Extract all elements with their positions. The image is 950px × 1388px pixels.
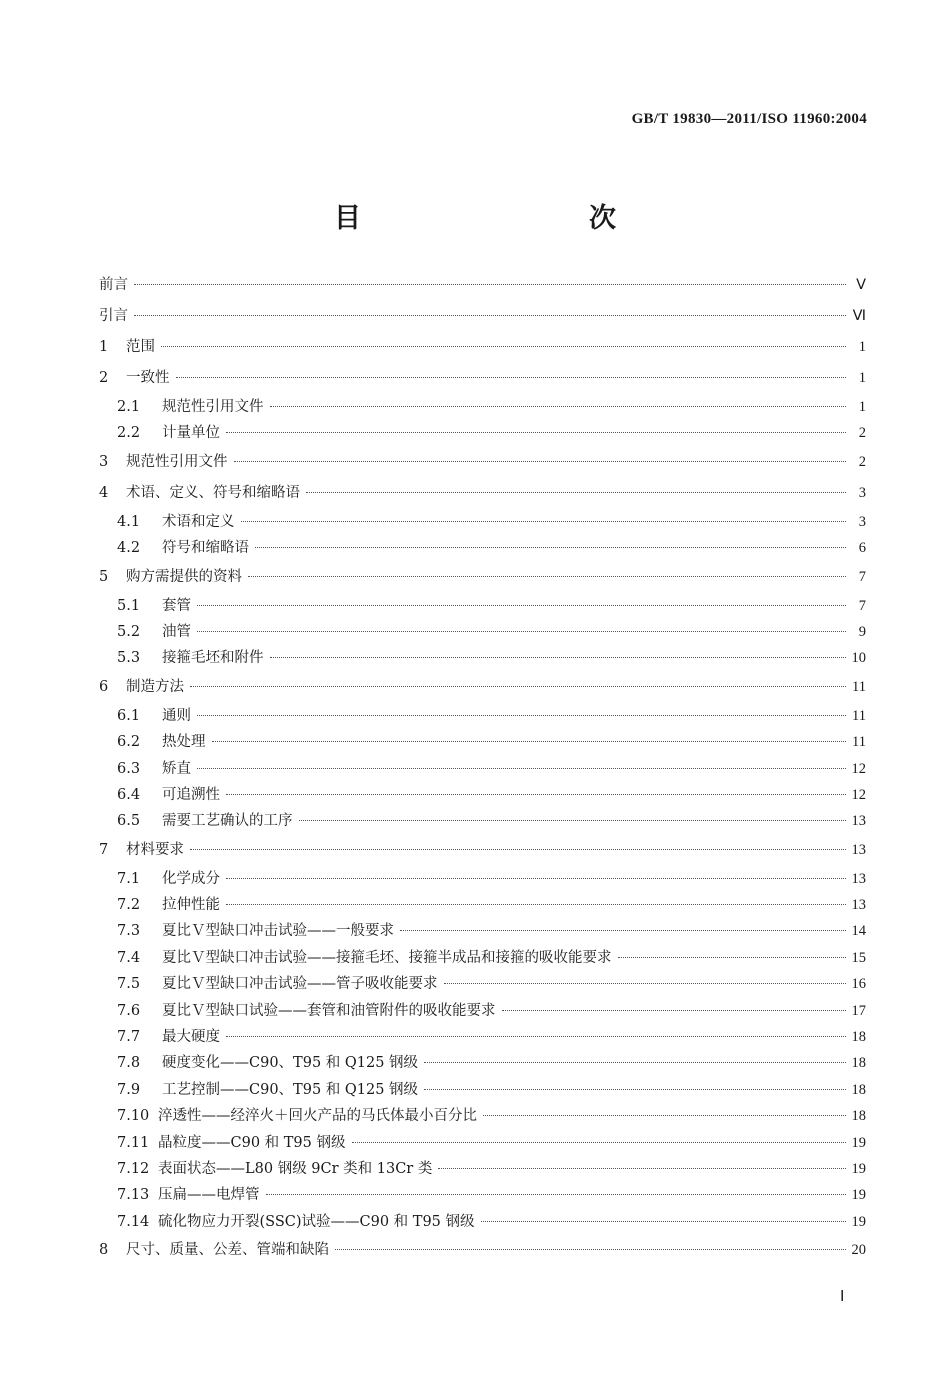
- dot-leader: [226, 878, 846, 879]
- dot-leader: [234, 461, 847, 462]
- dot-leader: [299, 820, 846, 821]
- toc-entry-label: 范围: [126, 339, 155, 355]
- toc-entry-page: 7: [858, 568, 866, 585]
- dot-leader: [212, 741, 847, 742]
- toc-entry-number: 7.7: [117, 1029, 141, 1046]
- toc-entry-label: 夏比Ｖ型缺口冲击试验——一般要求: [162, 923, 394, 940]
- toc-entry-label: 夏比Ｖ型缺口冲击试验——管子吸收能要求: [162, 976, 438, 993]
- toc-entry-number: 2.2: [117, 425, 141, 442]
- toc-entry[interactable]: [99, 619, 866, 645]
- toc-entry[interactable]: [99, 593, 866, 619]
- dot-leader: [226, 904, 846, 905]
- toc-entry[interactable]: [99, 1209, 866, 1235]
- toc-entry-number: 7.14: [117, 1213, 150, 1230]
- dot-leader: [438, 1168, 845, 1169]
- toc-entry-page: 18: [851, 1081, 866, 1098]
- toc-entry[interactable]: [99, 918, 866, 944]
- dot-leader: [226, 794, 846, 795]
- dot-leader: [161, 346, 846, 347]
- dot-leader: [270, 657, 846, 658]
- toc-entry-page: 6: [858, 540, 866, 557]
- toc-entry-label: 硫化物应力开裂(SSC)试验——C90 和 T95 钢级: [158, 1213, 475, 1230]
- toc-entry-page: 11: [852, 678, 866, 695]
- dot-leader: [352, 1142, 846, 1143]
- toc-entry-page: 13: [851, 897, 866, 914]
- toc-entry[interactable]: [99, 866, 866, 892]
- toc-entry-label: 材料要求: [126, 841, 184, 858]
- toc-entry-label: 淬透性——经淬火＋回火产品的马氏体最小百分比: [158, 1108, 477, 1125]
- toc-entry-page: 19: [851, 1213, 866, 1230]
- toc-entry-number: 5.1: [117, 597, 141, 614]
- toc-entry[interactable]: [99, 447, 866, 478]
- toc-entry[interactable]: [99, 782, 866, 808]
- toc-entry[interactable]: [99, 332, 866, 363]
- toc-entry-label: 制造方法: [126, 678, 184, 695]
- dot-leader: [226, 1036, 846, 1037]
- toc-entry-number: 5.2: [117, 623, 141, 640]
- toc-entry-number: 7.11: [117, 1134, 150, 1151]
- toc-entry-label: 夏比Ｖ型缺口试验——套管和油管附件的吸收能要求: [162, 1002, 496, 1019]
- toc-entry-number: 5.3: [117, 650, 141, 667]
- toc-entry-number: 7.12: [117, 1160, 150, 1177]
- toc-entry-label: 可追溯性: [162, 786, 220, 803]
- toc-entry-page: 19: [851, 1134, 866, 1151]
- dot-leader: [197, 768, 846, 769]
- toc-entry-number: 6.1: [117, 707, 141, 724]
- toc-entry-page: 1: [858, 339, 866, 355]
- dot-leader: [335, 1249, 846, 1250]
- toc-entry-number: 4: [99, 484, 109, 501]
- dot-leader: [306, 492, 846, 493]
- toc-entry-page: 13: [851, 870, 866, 887]
- toc-entry-page: 1: [858, 399, 866, 415]
- toc-entry-page: 3: [858, 484, 866, 501]
- toc-entry-label: 需要工艺确认的工序: [162, 813, 293, 830]
- toc-entry-page: 15: [851, 949, 866, 966]
- toc-entry-label: 一致性: [126, 370, 170, 386]
- toc-entry-number: 6.3: [117, 760, 141, 777]
- toc-entry-label: 术语和定义: [162, 513, 235, 530]
- dot-leader: [241, 521, 847, 522]
- toc-title: 目 次: [334, 203, 674, 234]
- toc-entry-page: 12: [851, 786, 866, 803]
- toc-entry-number: 7.9: [117, 1081, 141, 1098]
- toc-entry-number: 7.10: [117, 1108, 150, 1125]
- dot-leader: [400, 930, 846, 931]
- toc-entry[interactable]: [99, 998, 866, 1024]
- toc-entry-page: 2: [858, 425, 866, 442]
- toc-entry-number: 7.2: [117, 897, 141, 914]
- toc-entry-number: 6.4: [117, 786, 141, 803]
- toc-entry-page: 9: [858, 623, 866, 640]
- toc-entry-label: 夏比Ｖ型缺口冲击试验——接箍毛坯、接箍半成品和接箍的吸收能要求: [162, 949, 612, 966]
- standard-code: GB/T 19830—2011/ISO 11960:2004: [631, 111, 867, 127]
- toc-entry-number: 6.5: [117, 813, 141, 830]
- dot-leader: [197, 631, 846, 632]
- toc-entry-number: 5: [99, 568, 109, 585]
- dot-leader: [424, 1062, 845, 1063]
- toc-entry-page: 3: [858, 513, 866, 530]
- toc-entry-number: 4.2: [117, 540, 141, 557]
- toc-entry[interactable]: [99, 363, 866, 394]
- toc-entry-page: 13: [851, 841, 866, 858]
- toc-entry-label: 化学成分: [162, 870, 220, 887]
- toc-entry-page: 18: [851, 1029, 866, 1046]
- toc-entry-page: 13: [851, 813, 866, 830]
- dot-leader: [134, 284, 846, 285]
- toc-entry-label: 表面状态——L80 钢级 9Cr 类和 13Cr 类: [158, 1160, 433, 1177]
- toc-entry-number: 7.13: [117, 1187, 150, 1204]
- dot-leader: [134, 315, 846, 316]
- toc-entry-page: 11: [852, 734, 866, 751]
- toc-entry-label: 拉伸性能: [162, 897, 220, 914]
- dot-leader: [197, 605, 846, 606]
- toc-entry-page: 1: [858, 370, 866, 386]
- toc-entry-label: 术语、定义、符号和缩略语: [126, 484, 300, 501]
- toc-entry[interactable]: [99, 1182, 866, 1208]
- toc-entry-label: 规范性引用文件: [162, 399, 264, 415]
- dot-leader: [190, 686, 846, 687]
- toc-entry-number: 4.1: [117, 513, 141, 530]
- toc-entry-number: 7.8: [117, 1055, 141, 1072]
- toc-entry[interactable]: [99, 971, 866, 997]
- toc-entry-number: 7.1: [117, 870, 141, 887]
- toc-entry[interactable]: [99, 945, 866, 971]
- toc-entry-label: 前言: [99, 277, 128, 293]
- toc-entry[interactable]: [99, 270, 866, 301]
- toc-entry[interactable]: [99, 509, 866, 535]
- toc-entry[interactable]: [99, 1024, 866, 1050]
- toc-entry-page: 19: [851, 1187, 866, 1204]
- toc-entry-page: 7: [858, 597, 866, 614]
- toc-entry[interactable]: [99, 478, 866, 509]
- toc-entry-number: 7.4: [117, 949, 141, 966]
- toc-entry-page: 11: [852, 707, 866, 724]
- toc-entry-page: 14: [851, 923, 866, 940]
- dot-leader: [197, 715, 846, 716]
- toc-entry-label: 接箍毛坯和附件: [162, 650, 264, 667]
- toc-entry-number: 7.3: [117, 923, 141, 940]
- toc-entry-label: 矫直: [162, 760, 191, 777]
- toc-entry[interactable]: [99, 1235, 866, 1266]
- toc-entry-number: 6: [99, 678, 109, 695]
- toc-entry-label: 压扁——电焊管: [158, 1187, 260, 1204]
- toc-entry-number: 1: [99, 339, 109, 355]
- toc-entry[interactable]: [99, 1050, 866, 1076]
- toc-entry-page: Ⅵ: [852, 308, 866, 324]
- toc-entry-label: 最大硬度: [162, 1029, 220, 1046]
- dot-leader: [248, 576, 846, 577]
- toc-entry-label: 规范性引用文件: [126, 453, 228, 470]
- toc-entry-number: 7.6: [117, 1002, 141, 1019]
- toc-entry-page: 18: [851, 1108, 866, 1125]
- table-of-contents: [99, 270, 866, 1266]
- dot-leader: [483, 1115, 846, 1116]
- toc-entry-page: 19: [851, 1160, 866, 1177]
- toc-entry-page: Ⅴ: [856, 277, 866, 293]
- toc-entry[interactable]: [99, 1130, 866, 1156]
- toc-entry-label: 热处理: [162, 734, 206, 751]
- toc-entry-label: 符号和缩略语: [162, 540, 249, 557]
- toc-entry-number: 2.1: [117, 399, 141, 415]
- dot-leader: [255, 547, 846, 548]
- toc-entry[interactable]: [99, 1103, 866, 1129]
- toc-entry-label: 引言: [99, 308, 128, 324]
- toc-entry[interactable]: [99, 420, 866, 446]
- toc-entry[interactable]: [99, 729, 866, 755]
- toc-entry-page: 10: [851, 650, 866, 667]
- toc-entry-label: 尺寸、质量、公差、管端和缺陷: [126, 1242, 329, 1259]
- toc-entry[interactable]: [99, 835, 866, 866]
- dot-leader: [190, 849, 846, 850]
- toc-entry-number: 2: [99, 370, 109, 386]
- toc-entry-label: 购方需提供的资料: [126, 568, 242, 585]
- toc-entry-label: 油管: [162, 623, 191, 640]
- toc-entry-number: 7: [99, 841, 109, 858]
- toc-entry-page: 18: [851, 1055, 866, 1072]
- toc-entry-number: 7.5: [117, 976, 141, 993]
- dot-leader: [618, 957, 846, 958]
- toc-entry[interactable]: [99, 1077, 866, 1103]
- toc-entry[interactable]: [99, 645, 866, 671]
- toc-entry[interactable]: [99, 892, 866, 918]
- toc-entry[interactable]: [99, 562, 866, 593]
- toc-entry-page: 12: [851, 760, 866, 777]
- page-number: Ⅰ: [840, 1289, 845, 1305]
- toc-entry-label: 工艺控制——C90、T95 和 Q125 钢级: [162, 1081, 419, 1098]
- dot-leader: [266, 1194, 846, 1195]
- dot-leader: [424, 1089, 845, 1090]
- toc-entry[interactable]: [99, 301, 866, 332]
- dot-leader: [502, 1010, 846, 1011]
- toc-entry-number: 6.2: [117, 734, 141, 751]
- toc-entry-label: 通则: [162, 707, 191, 724]
- toc-entry[interactable]: [99, 1156, 866, 1182]
- toc-entry-label: 晶粒度——C90 和 T95 钢级: [158, 1134, 346, 1151]
- toc-entry-page: 20: [851, 1242, 866, 1259]
- toc-entry[interactable]: [99, 672, 866, 703]
- toc-entry[interactable]: [99, 703, 866, 729]
- toc-entry-page: 17: [851, 1002, 866, 1019]
- toc-entry-page: 16: [851, 976, 866, 993]
- dot-leader: [444, 983, 846, 984]
- toc-entry-label: 计量单位: [162, 425, 220, 442]
- toc-entry-label: 套管: [162, 597, 191, 614]
- toc-entry[interactable]: [99, 394, 866, 420]
- dot-leader: [176, 377, 847, 378]
- toc-entry-number: 8: [99, 1242, 109, 1259]
- toc-entry[interactable]: [99, 808, 866, 834]
- dot-leader: [226, 432, 846, 433]
- toc-entry-label: 硬度变化——C90、T95 和 Q125 钢级: [162, 1055, 419, 1072]
- toc-entry-number: 3: [99, 453, 109, 470]
- dot-leader: [270, 406, 847, 407]
- toc-entry[interactable]: [99, 535, 866, 561]
- dot-leader: [481, 1221, 846, 1222]
- toc-entry-page: 2: [858, 453, 866, 470]
- toc-entry[interactable]: [99, 756, 866, 782]
